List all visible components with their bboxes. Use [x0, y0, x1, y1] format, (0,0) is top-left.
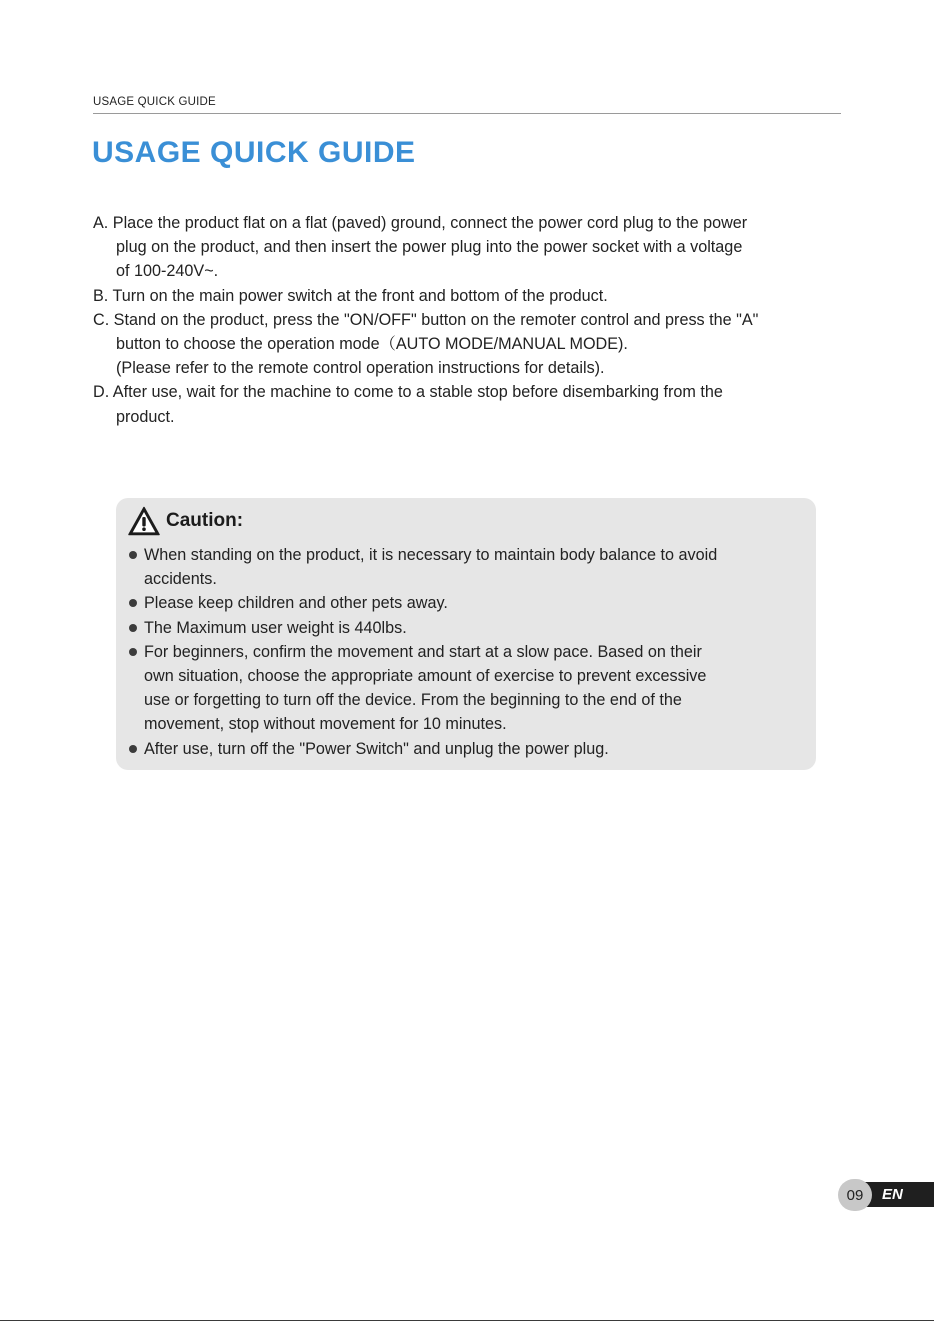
step-d-line-1: D. After use, wait for the machine to come to a stable stop before disembarking from the: [93, 383, 723, 402]
step-a-line-1: A. Place the product flat on a flat (paved) ground, connect the power cord plug to the power: [93, 214, 748, 232]
language-tab: EN: [860, 1182, 934, 1207]
step-d-line-2: product.: [116, 407, 175, 426]
bullet-icon: [129, 599, 137, 607]
step-b-line-1: B. Turn on the main power switch at the front and bottom of the product.: [93, 286, 608, 305]
bullet-icon: [129, 624, 137, 632]
caution-item-continued: [128, 664, 818, 688]
caution-title: Caution:: [166, 510, 244, 531]
caution-item: [128, 543, 818, 567]
step-c-line-3: (Please refer to the remote control operation instructions for details).: [116, 359, 605, 378]
header-divider: [93, 113, 841, 114]
bullet-icon: [129, 745, 137, 753]
step-a-line-2: plug on the product, and then insert the power plug into the power socket with a voltage: [116, 238, 743, 257]
step-c-line-1: C. Stand on the product, press the "ON/OFF" button on the remoter control and press the "A": [93, 310, 759, 329]
caution-item-text: The Maximum user weight is 440lbs.: [144, 618, 407, 637]
caution-item-text: When standing on the product, it is necessary to maintain body balance to avoid: [144, 546, 718, 564]
caution-header: [128, 506, 243, 536]
caution-item-text: own situation, choose the appropriate amount of exercise to prevent excessive: [144, 667, 707, 686]
usage-steps: [93, 211, 863, 429]
page-number: 09: [838, 1179, 872, 1211]
footer-divider: [0, 1320, 934, 1321]
caution-item: [128, 737, 818, 761]
caution-item: [128, 591, 818, 615]
caution-list: [128, 543, 818, 761]
caution-item-text: For beginners, confirm the movement and start at a slow pace. Based on their: [144, 642, 702, 661]
caution-item-continued: [128, 712, 818, 736]
caution-item-text: use or forgetting to turn off the device. From the beginning to the end of the: [144, 691, 682, 710]
caution-item-text: Please keep children and other pets away.: [144, 594, 448, 613]
page-title: USAGE QUICK GUIDE: [92, 136, 416, 169]
caution-item-continued: [128, 567, 818, 591]
caution-item: [128, 616, 818, 640]
running-header: USAGE QUICK GUIDE: [93, 96, 216, 108]
caution-item: [128, 640, 818, 664]
caution-item-continued: [128, 688, 818, 712]
step-c-line-2: button to choose the operation mode（AUTO MODE/MANUAL MODE).: [116, 335, 628, 354]
bullet-icon: [129, 648, 137, 656]
warning-triangle-icon: [128, 506, 160, 536]
caution-item-text: After use, turn off the "Power Switch" and unplug the power plug.: [144, 739, 609, 758]
caution-box: [116, 498, 816, 770]
step-a-line-3: of 100-240V~.: [116, 262, 219, 281]
caution-item-text: accidents.: [144, 570, 217, 589]
caution-item-text: movement, stop without movement for 10 minutes.: [144, 715, 507, 734]
bullet-icon: [129, 551, 137, 559]
